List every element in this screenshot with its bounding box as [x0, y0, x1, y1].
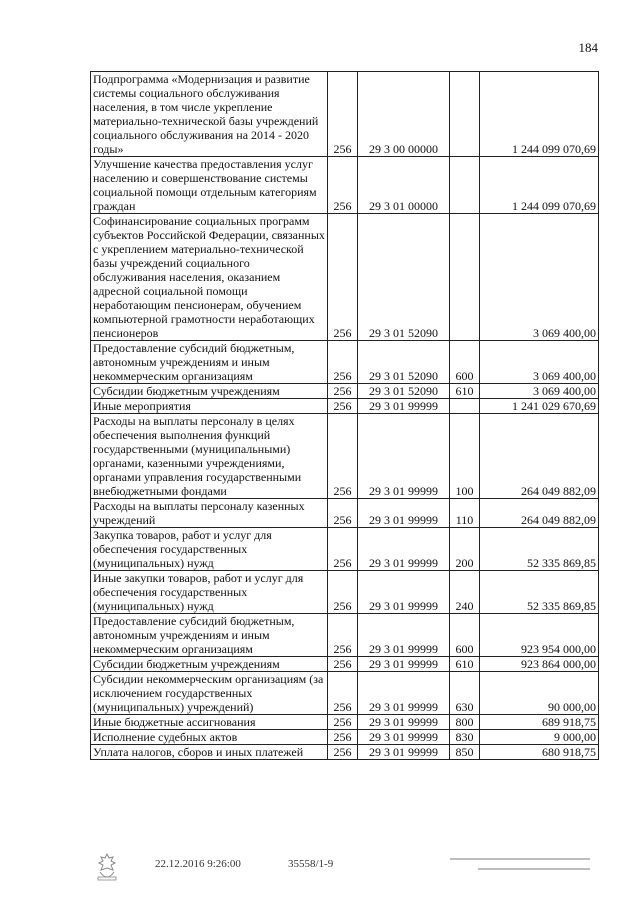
row-amount: 1 244 099 070,69	[480, 157, 599, 214]
row-amount: 52 335 869,85	[480, 528, 599, 571]
row-code: 256	[328, 499, 358, 528]
row-expense-type: 630	[450, 672, 480, 715]
row-name: Субсидии бюджетным учреждениям	[91, 657, 328, 672]
row-name: Уплата налогов, сборов и иных платежей	[91, 745, 328, 760]
row-target-article: 29 3 01 99999	[358, 614, 450, 657]
row-expense-type: 850	[450, 745, 480, 760]
row-name: Субсидии бюджетным учреждениям	[91, 384, 328, 399]
table-row	[91, 414, 599, 499]
row-name: Подпрограмма «Модернизация и развитие системы социального обслуживания населения, в том числе укрепление материально-технической базы учреждений социального обслуживания на 2014 - 2020 годы»	[91, 72, 328, 157]
row-name: Иные закупки товаров, работ и услуг для обеспечения государственных (муниципальных) нужд	[91, 571, 328, 614]
row-target-article: 29 3 01 52090	[358, 214, 450, 341]
row-amount: 3 069 400,00	[480, 384, 599, 399]
row-amount: 264 049 882,09	[480, 499, 599, 528]
table-row	[91, 745, 599, 760]
table-row	[91, 715, 599, 730]
row-target-article: 29 3 01 99999	[358, 528, 450, 571]
row-code: 256	[328, 384, 358, 399]
row-name: Предоставление субсидий бюджетным, автономным учреждениям и иным некоммерческим организациям	[91, 614, 328, 657]
row-expense-type: 240	[450, 571, 480, 614]
row-expense-type: 200	[450, 528, 480, 571]
row-name: Субсидии некоммерческим организациям (за исключением государственных (муниципальных) учреждений)	[91, 672, 328, 715]
row-expense-type: 800	[450, 715, 480, 730]
row-expense-type	[450, 72, 480, 157]
row-code: 256	[328, 528, 358, 571]
table-row	[91, 528, 599, 571]
row-expense-type: 100	[450, 414, 480, 499]
row-amount: 3 069 400,00	[480, 214, 599, 341]
row-code: 256	[328, 157, 358, 214]
row-expense-type	[450, 399, 480, 414]
row-target-article: 29 3 01 99999	[358, 745, 450, 760]
table-row	[91, 384, 599, 399]
table-row	[91, 399, 599, 414]
row-amount: 90 000,00	[480, 672, 599, 715]
row-target-article: 29 3 00 00000	[358, 72, 450, 157]
row-target-article: 29 3 01 99999	[358, 730, 450, 745]
row-name: Расходы на выплаты персоналу в целях обеспечения выполнения функций государственными (муниципальными) органами, казенными учреждениями, органами управления государственными внебюджетными фондами	[91, 414, 328, 499]
row-expense-type: 610	[450, 657, 480, 672]
budget-table-body	[91, 72, 599, 760]
footer-date: 22.12.2016 9:26:00	[155, 858, 241, 870]
table-row	[91, 614, 599, 657]
row-code: 256	[328, 72, 358, 157]
row-code: 256	[328, 341, 358, 384]
table-row	[91, 72, 599, 157]
row-amount: 1 241 029 670,69	[480, 399, 599, 414]
row-expense-type	[450, 214, 480, 341]
table-row	[91, 341, 599, 384]
row-amount: 923 864 000,00	[480, 657, 599, 672]
coat-of-arms-icon	[94, 852, 120, 882]
row-target-article: 29 3 01 52090	[358, 341, 450, 384]
row-code: 256	[328, 399, 358, 414]
table-row	[91, 730, 599, 745]
row-amount: 1 244 099 070,69	[480, 72, 599, 157]
row-name: Закупка товаров, работ и услуг для обеспечения государственных (муниципальных) нужд	[91, 528, 328, 571]
row-code: 256	[328, 614, 358, 657]
row-code: 256	[328, 745, 358, 760]
table-row	[91, 657, 599, 672]
row-code: 256	[328, 571, 358, 614]
row-name: Софинансирование социальных программ субъектов Российской Федерации, связанных с укреплением материально-технической базы учреждений социального обслуживания населения, оказанием адресной социальной помощи неработающим пенсионерам, обучением компьютерной грамотности неработающих пенсионеров	[91, 214, 328, 341]
page-number: 184	[578, 40, 598, 55]
row-target-article: 29 3 01 99999	[358, 657, 450, 672]
footer	[0, 856, 640, 896]
table-row	[91, 571, 599, 614]
table-row	[91, 157, 599, 214]
row-name: Улучшение качества предоставления услуг населению и совершенствование системы социальной помощи отдельным категориям граждан	[91, 157, 328, 214]
row-code: 256	[328, 715, 358, 730]
row-target-article: 29 3 01 99999	[358, 715, 450, 730]
row-amount: 52 335 869,85	[480, 571, 599, 614]
row-amount: 680 918,75	[480, 745, 599, 760]
row-expense-type: 600	[450, 341, 480, 384]
row-target-article: 29 3 01 99999	[358, 672, 450, 715]
row-code: 256	[328, 414, 358, 499]
row-code: 256	[328, 730, 358, 745]
row-amount: 3 069 400,00	[480, 341, 599, 384]
row-code: 256	[328, 214, 358, 341]
row-name: Иные мероприятия	[91, 399, 328, 414]
budget-table	[90, 71, 599, 760]
row-target-article: 29 3 01 99999	[358, 571, 450, 614]
row-expense-type: 610	[450, 384, 480, 399]
row-name: Предоставление субсидий бюджетным, автономным учреждениям и иным некоммерческим организациям	[91, 341, 328, 384]
row-name: Иные бюджетные ассигнования	[91, 715, 328, 730]
row-target-article: 29 3 01 99999	[358, 399, 450, 414]
row-code: 256	[328, 657, 358, 672]
row-amount: 9 000,00	[480, 730, 599, 745]
row-target-article: 29 3 01 52090	[358, 384, 450, 399]
row-expense-type: 830	[450, 730, 480, 745]
row-expense-type	[450, 157, 480, 214]
footer-doc-number: 35558/1-9	[288, 858, 334, 870]
row-expense-type: 600	[450, 614, 480, 657]
row-target-article: 29 3 01 99999	[358, 499, 450, 528]
row-amount: 264 049 882,09	[480, 414, 599, 499]
row-name: Расходы на выплаты персоналу казенных учреждений	[91, 499, 328, 528]
row-amount: 923 954 000,00	[480, 614, 599, 657]
table-row	[91, 499, 599, 528]
row-name: Исполнение судебных актов	[91, 730, 328, 745]
row-expense-type: 110	[450, 499, 480, 528]
table-row	[91, 214, 599, 341]
row-code: 256	[328, 672, 358, 715]
row-amount: 689 918,75	[480, 715, 599, 730]
row-target-article: 29 3 01 99999	[358, 414, 450, 499]
faded-stamp	[450, 858, 590, 878]
table-row	[91, 672, 599, 715]
row-target-article: 29 3 01 00000	[358, 157, 450, 214]
